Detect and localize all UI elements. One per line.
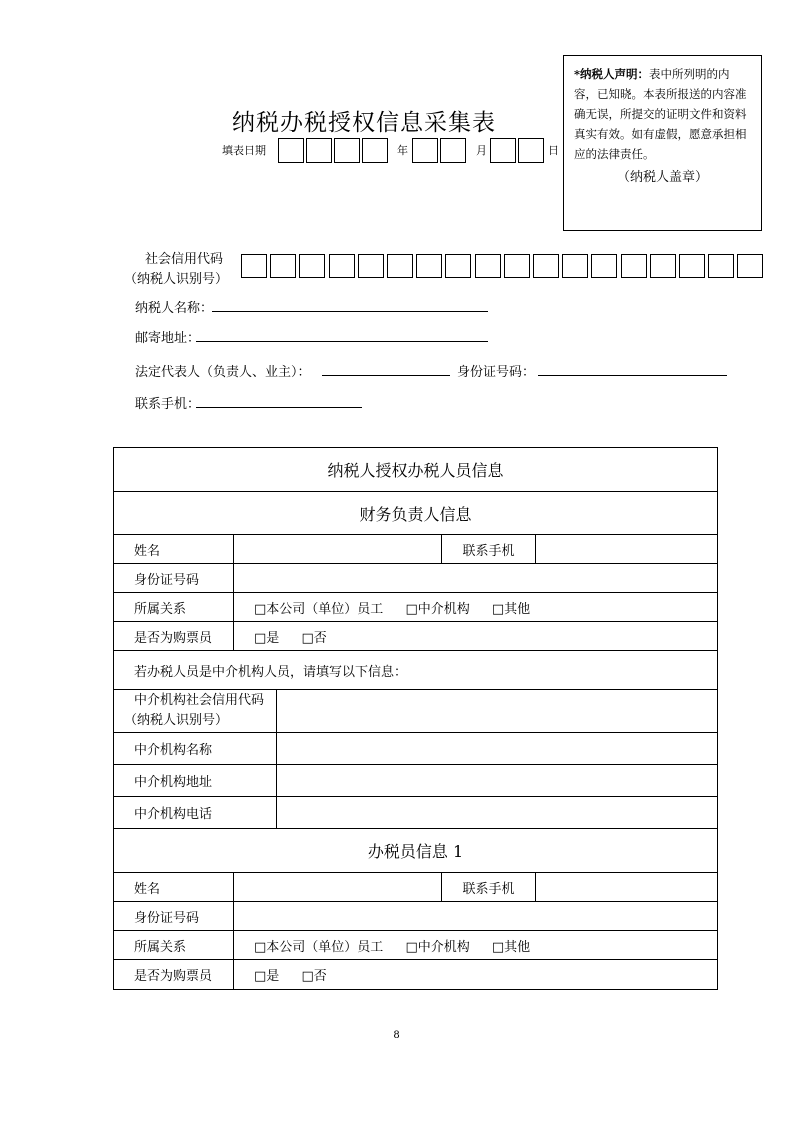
intermediary-code-label-line1: 中介机构社会信用代码	[134, 693, 265, 708]
finance-phone-label: 联系手机	[442, 535, 536, 564]
agent-ticket-no-checkbox[interactable]: □否	[301, 969, 327, 984]
intermediary-name-label: 中介机构名称	[114, 733, 277, 765]
credit-code-digit-box[interactable]	[358, 254, 384, 278]
contact-phone-label: 联系手机：	[135, 397, 201, 412]
legal-rep-label: 法定代表人（负责人、业主）：	[135, 365, 311, 380]
table-header: 纳税人授权办税人员信息	[114, 448, 718, 492]
date-day-label: 日	[548, 144, 559, 157]
credit-code-digit-box[interactable]	[562, 254, 588, 278]
finance-ticket-no-checkbox[interactable]: □否	[301, 630, 327, 646]
date-year-digit-2[interactable]	[306, 138, 332, 163]
intermediary-phone-input[interactable]	[277, 797, 718, 829]
credit-code-sublabel: （纳税人识别号）	[124, 272, 229, 287]
finance-name-input[interactable]	[234, 535, 442, 564]
finance-section-title: 财务负责人信息	[114, 492, 718, 535]
declaration-seal: （纳税人盖章）	[616, 170, 708, 185]
date-day-digit-1[interactable]	[490, 138, 516, 163]
agent-id-input[interactable]	[234, 902, 718, 931]
finance-phone-input[interactable]	[536, 535, 718, 564]
taxpayer-name-field[interactable]	[212, 311, 488, 312]
finance-relation-employee-checkbox[interactable]: □本公司（单位）员工	[254, 601, 384, 617]
agent-name-label: 姓名	[114, 873, 234, 902]
intermediary-phone-label: 中介机构电话	[114, 797, 277, 829]
finance-ticket-yes-checkbox[interactable]: □是	[254, 630, 280, 646]
agent-phone-label: 联系手机	[442, 873, 536, 902]
finance-name-label: 姓名	[114, 535, 234, 564]
intermediary-note: 若办税人员是中介机构人员，请填写以下信息：	[114, 651, 718, 690]
intermediary-code-label-line2: （纳税人识别号）	[124, 713, 229, 728]
credit-code-digit-box[interactable]	[416, 254, 442, 278]
credit-code-digit-box[interactable]	[650, 254, 676, 278]
credit-code-digit-box[interactable]	[708, 254, 734, 278]
legal-rep-id-label: 身份证号码：	[457, 365, 536, 380]
contact-phone-field[interactable]	[196, 407, 362, 408]
credit-code-digit-box[interactable]	[591, 254, 617, 278]
agent-relation-employee-checkbox[interactable]: □本公司（单位）员工	[254, 939, 384, 955]
finance-relation-label: 所属关系	[114, 593, 234, 622]
credit-code-digit-box[interactable]	[504, 254, 530, 278]
authorized-agents-table	[113, 447, 718, 990]
taxpayer-name-label: 纳税人名称：	[135, 301, 214, 316]
agent-relation-options	[234, 931, 718, 960]
credit-code-digit-box[interactable]	[270, 254, 296, 278]
credit-code-digit-box[interactable]	[241, 254, 267, 278]
taxpayer-declaration-box	[563, 55, 762, 231]
finance-relation-intermediary-checkbox[interactable]: □中介机构	[405, 601, 470, 617]
legal-rep-field[interactable]	[322, 375, 450, 376]
credit-code-digit-box[interactable]	[679, 254, 705, 278]
finance-id-input[interactable]	[234, 564, 718, 593]
page-number: 8	[393, 1030, 400, 1041]
credit-code-digit-box[interactable]	[737, 254, 763, 278]
agent-name-input[interactable]	[234, 873, 442, 902]
credit-code-label: 社会信用代码	[145, 252, 224, 267]
agent-id-label: 身份证号码	[114, 902, 234, 931]
date-month-label: 月	[476, 144, 487, 157]
date-label: 填表日期	[222, 144, 266, 157]
intermediary-code-input[interactable]	[277, 690, 718, 733]
date-month-digit-1[interactable]	[412, 138, 438, 163]
intermediary-code-label	[114, 690, 277, 733]
mailing-address-field[interactable]	[196, 341, 488, 342]
credit-code-digit-box[interactable]	[387, 254, 413, 278]
declaration-body: 表中所列明的内容，已知晓。本表所报送的内容准确无误，所提交的证明文件和资料真实有效。如有虚假，愿意承担相应的法律责任。	[574, 67, 747, 161]
credit-code-digit-box[interactable]	[299, 254, 325, 278]
credit-code-digit-box[interactable]	[533, 254, 559, 278]
agent-relation-other-checkbox[interactable]: □其他	[491, 939, 531, 955]
legal-rep-id-field[interactable]	[538, 375, 727, 376]
date-year-label: 年	[397, 144, 408, 157]
date-month-digit-2[interactable]	[440, 138, 466, 163]
page-title: 纳税办税授权信息采集表	[232, 110, 496, 136]
date-year-digit-3[interactable]	[334, 138, 360, 163]
finance-ticket-label: 是否为购票员	[114, 622, 234, 651]
agent-relation-intermediary-checkbox[interactable]: □中介机构	[405, 939, 470, 955]
finance-relation-other-checkbox[interactable]: □其他	[491, 601, 531, 617]
agent-phone-input[interactable]	[536, 873, 718, 902]
agent-section-title: 办税员信息 1	[114, 829, 718, 873]
credit-code-digit-box[interactable]	[445, 254, 471, 278]
date-year-digit-4[interactable]	[362, 138, 388, 163]
date-day-digit-2[interactable]	[518, 138, 544, 163]
intermediary-address-input[interactable]	[277, 765, 718, 797]
date-year-digit-1[interactable]	[278, 138, 304, 163]
finance-relation-options	[234, 593, 718, 622]
finance-id-label: 身份证号码	[114, 564, 234, 593]
agent-ticket-options	[234, 960, 718, 990]
intermediary-name-input[interactable]	[277, 733, 718, 765]
agent-relation-label: 所属关系	[114, 931, 234, 960]
finance-ticket-options	[234, 622, 718, 651]
declaration-heading: *纳税人声明：	[574, 67, 650, 81]
intermediary-address-label: 中介机构地址	[114, 765, 277, 797]
credit-code-digit-box[interactable]	[329, 254, 355, 278]
mailing-address-label: 邮寄地址：	[135, 331, 201, 346]
agent-ticket-label: 是否为购票员	[114, 960, 234, 990]
credit-code-digit-box[interactable]	[621, 254, 647, 278]
credit-code-digit-box[interactable]	[475, 254, 501, 278]
agent-ticket-yes-checkbox[interactable]: □是	[254, 969, 280, 984]
